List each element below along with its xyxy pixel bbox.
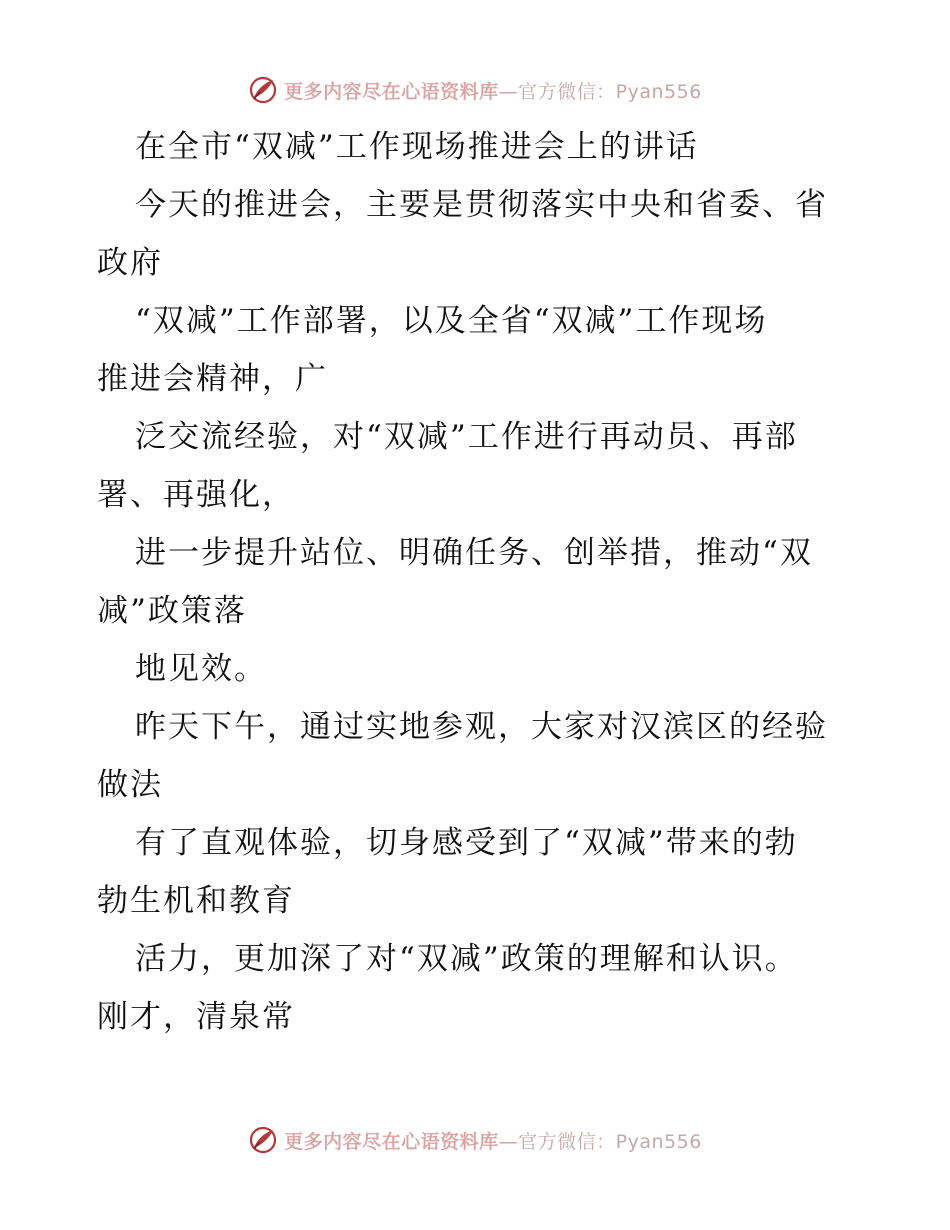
banner-text bbox=[284, 77, 702, 104]
paragraph-line: 刚才，清泉常 bbox=[97, 999, 295, 1035]
paragraph-line: 政府 bbox=[97, 245, 163, 281]
banner-site-text: 更多内容尽在心语资料库 bbox=[284, 1130, 499, 1153]
banner-separator: — bbox=[498, 80, 519, 103]
paragraph-line: 勃生机和教育 bbox=[97, 883, 295, 919]
paragraph-line: 减”政策落 bbox=[97, 593, 247, 629]
paragraph-line: 推进会精神，广 bbox=[97, 361, 328, 397]
banner-text bbox=[284, 1127, 702, 1154]
header-banner bbox=[0, 70, 950, 110]
paragraph-line: “双减”工作部署，以及全省“双减”工作现场 bbox=[135, 303, 768, 339]
paragraph-line: 做法 bbox=[97, 767, 163, 803]
document-body bbox=[97, 118, 857, 1046]
paragraph-line: 有了直观体验，切身感受到了“双减”带来的勃 bbox=[135, 825, 798, 861]
banner-wechat-text: 官方微信：Pyan556 bbox=[518, 80, 702, 103]
paragraph-line: 泛交流经验，对“双减”工作进行再动员、再部 bbox=[135, 419, 798, 455]
banner-wechat-text: 官方微信：Pyan556 bbox=[518, 1130, 702, 1153]
paragraph-line: 地见效。 bbox=[135, 651, 267, 687]
feather-logo-icon bbox=[248, 75, 278, 105]
paragraph-line: 署、再强化， bbox=[97, 477, 295, 513]
paragraph-line: 今天的推进会，主要是贯彻落实中央和省委、省 bbox=[135, 187, 828, 223]
feather-logo-icon bbox=[248, 1125, 278, 1155]
paragraph-line: 活力，更加深了对“双减”政策的理解和认识。 bbox=[135, 941, 798, 977]
banner-separator: — bbox=[498, 1130, 519, 1153]
document-title: 在全市“双减”工作现场推进会上的讲话 bbox=[135, 129, 699, 165]
footer-banner bbox=[0, 1120, 950, 1160]
banner-site-text: 更多内容尽在心语资料库 bbox=[284, 80, 499, 103]
paragraph-line: 进一步提升站位、明确任务、创举措，推动“双 bbox=[135, 535, 813, 571]
paragraph-line: 昨天下午，通过实地参观，大家对汉滨区的经验 bbox=[135, 709, 828, 745]
